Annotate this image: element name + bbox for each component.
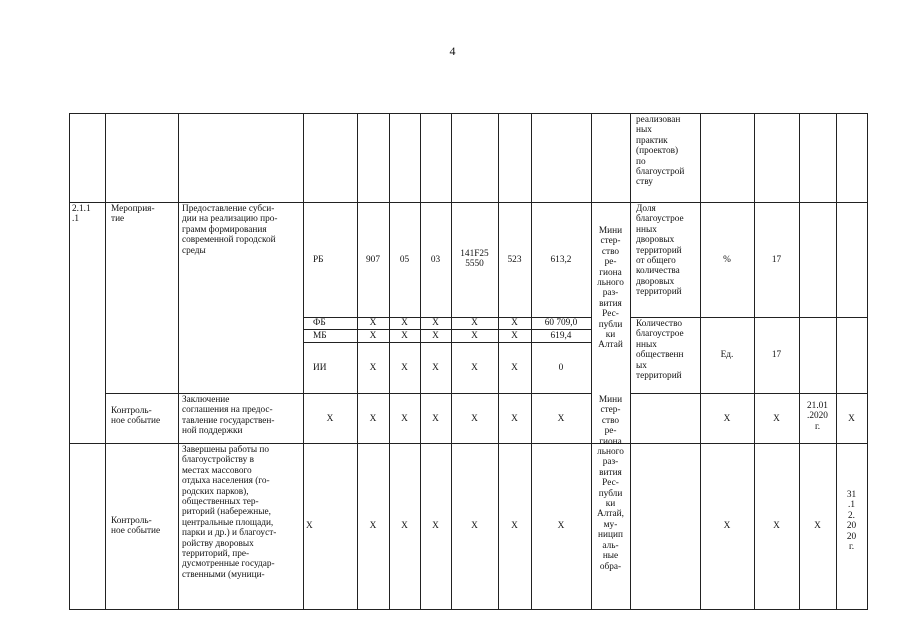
control-event-name: Заключение соглашения на предос- тавление государствен- ной поддержки	[182, 395, 275, 437]
funding-grbs: Х	[369, 318, 377, 328]
funding-vr: Х	[511, 318, 518, 328]
row-separator	[69, 443, 867, 444]
x-mark: Х	[557, 521, 565, 531]
indicator-unit: Ед.	[720, 350, 734, 360]
funding-vr: Х	[511, 363, 518, 373]
funding-grbs: Х	[369, 363, 377, 373]
table-bottom-border	[69, 609, 867, 610]
indicator-cell: реализован ных практик (проектов) по благоустрой ству	[636, 115, 685, 188]
funding-source: ФБ	[313, 318, 326, 328]
control-event-type: Контроль- ное событие	[111, 406, 161, 427]
col-border	[867, 113, 868, 610]
x-mark: Х	[432, 521, 439, 531]
control-event-executor: Мини стер- ство ре- гиона льного раз- вития Рес- публи ки Алтай, му- ницип аль- ные обра-	[597, 395, 624, 572]
x-mark: Х	[369, 521, 377, 531]
x-mark: Х	[814, 521, 821, 531]
x-mark: Х	[326, 414, 334, 424]
x-mark: Х	[471, 414, 478, 424]
x-mark: Х	[401, 414, 408, 424]
funding-source: РБ	[313, 255, 324, 265]
indicator-value: 17	[771, 350, 782, 360]
funding-rz: Х	[401, 363, 408, 373]
col-border	[69, 113, 70, 610]
x-mark: Х	[511, 521, 518, 531]
x-mark: Х	[773, 414, 780, 424]
x-mark: Х	[369, 414, 377, 424]
funding-csr: Х	[471, 363, 478, 373]
col-border	[357, 113, 358, 610]
x-mark: Х	[557, 414, 565, 424]
funding-rz: Х	[401, 318, 408, 328]
col-border	[498, 113, 499, 610]
funding-vr: 523	[507, 255, 522, 265]
funding-grbs: 907	[366, 255, 380, 265]
funding-pr: Х	[432, 318, 439, 328]
col-border	[178, 113, 179, 610]
row-separator	[630, 393, 867, 394]
indicator-name: Количество благоустрое нных общественн ых территорий	[636, 319, 684, 382]
funding-vr: Х	[511, 331, 518, 341]
x-mark: Х	[306, 521, 313, 531]
x-mark: Х	[848, 414, 855, 424]
activity-name: Предоставление субси- дии на реализацию про- грамм формирования современной городской среды	[182, 204, 278, 256]
funding-amount: 60 709,0	[544, 318, 578, 328]
col-border	[303, 113, 304, 610]
col-border	[799, 113, 800, 610]
indicator-name: Доля благоустрое нных дворовых территорий от общего количества дворовых территорий	[636, 204, 684, 298]
funding-pr: Х	[432, 331, 439, 341]
row-separator	[69, 202, 867, 203]
col-border	[700, 113, 701, 610]
col-border	[451, 113, 452, 610]
funding-source: МБ	[313, 331, 327, 341]
control-event-name: Завершены работы по благоустройству в местах массового отдыха населения (го- родских парков), общественных тер- риторий (набережные, центральные площади, парки и др.) и благоуст- ройству дворовых территорий, пре- дусмотренные государ- ственными (муници-	[182, 445, 277, 580]
control-event-type: Контроль- ное событие	[111, 516, 161, 537]
col-border	[420, 113, 421, 610]
funding-amount: 619,4	[550, 331, 572, 341]
activity-code: 2.1.1 .1	[72, 204, 91, 225]
indicator-unit: %	[723, 255, 731, 265]
activity-executor: Мини стер- ство ре- гиона льного раз- вития Рес- публи ки Алтай	[597, 226, 624, 351]
col-border	[754, 113, 755, 610]
funding-source: ИИ	[313, 363, 327, 373]
funding-rz: Х	[401, 331, 408, 341]
funding-amount: 613,2	[550, 255, 572, 265]
funding-pr: 03	[430, 255, 441, 265]
table-top-border	[69, 113, 867, 114]
indicator-value: 17	[771, 255, 782, 265]
activity-type: Мероприя- тие	[111, 204, 155, 225]
funding-csr: Х	[471, 318, 478, 328]
x-mark: Х	[773, 521, 780, 531]
funding-rz: 05	[399, 255, 410, 265]
x-mark: Х	[723, 414, 731, 424]
col-border	[531, 113, 532, 610]
row-separator	[303, 329, 591, 330]
funding-csr: Х	[471, 331, 478, 341]
row-separator	[303, 342, 591, 343]
funding-amount: 0	[558, 363, 564, 373]
x-mark: Х	[432, 414, 439, 424]
funding-grbs: Х	[369, 331, 377, 341]
x-mark: Х	[401, 521, 408, 531]
x-mark: Х	[471, 521, 478, 531]
col-border	[630, 113, 631, 610]
funding-pr: Х	[432, 363, 439, 373]
x-mark: Х	[511, 414, 518, 424]
control-event-date: 21.01 .2020 г.	[807, 401, 828, 432]
row-separator	[630, 317, 867, 318]
page-number: 4	[449, 44, 456, 58]
x-mark: Х	[723, 521, 731, 531]
col-border	[389, 113, 390, 610]
control-event-date: 31 .1 2. 20 20 г.	[846, 490, 857, 553]
col-border	[105, 113, 106, 610]
funding-csr: 141F25 5550	[460, 249, 489, 270]
